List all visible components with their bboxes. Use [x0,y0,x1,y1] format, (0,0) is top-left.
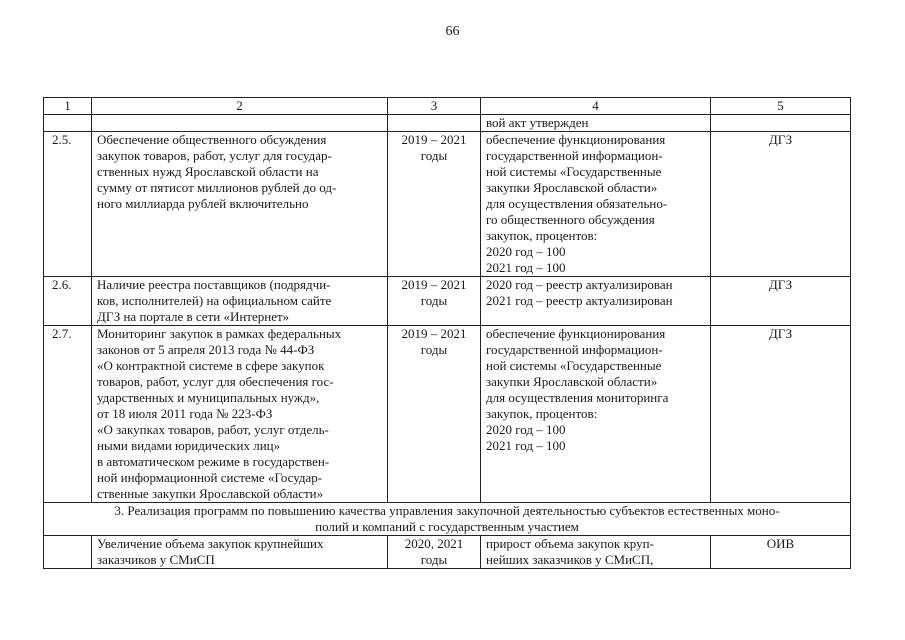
row-activity: Мониторинг закупок в рамках федеральных законов от 5 апреля 2013 года № 44-ФЗ «О контрактной системе в сфере закупок товаров, работ, услуг для обеспечения гос- ударственных и муниципальных нужд», от 18 июля 2011 года № 223-ФЗ «О закупках товаров, работ, услуг отдель- ными видами юридических лиц» в автоматическом режиме в государствен- ной информационной системе «Государ- ственные закупки Ярославской области» [92,326,388,503]
page-number: 66 [445,24,460,39]
section-row [44,503,851,536]
row-result: обеспечение функционирования государственной информацион- ной системы «Государственные закупки Ярославской области» для осуществления обязательно- го общественного обсуждения закупок, процентов: 2020 год – 100 2021 год – 100 [481,132,711,277]
header-row [44,98,851,115]
table-row [44,536,851,569]
row-responsible: ДГЗ [711,277,851,326]
table-row [44,132,851,277]
header-col-1: 1 [44,98,92,115]
row-period: 2019 – 2021 годы [388,132,481,277]
section-title: 3. Реализация программ по повышению качества управления закупочной деятельностью субъектов естественных моно- полий и компаний с государственным участием [44,503,851,536]
row-number: 2.7. [44,326,92,503]
row-responsible: ОИВ [711,536,851,569]
header-col-4: 4 [481,98,711,115]
header-col-3: 3 [388,98,481,115]
row-activity: Увеличение объема закупок крупнейших заказчиков у СМиСП [92,536,388,569]
row-responsible: ДГЗ [711,326,851,503]
plan-table [43,97,851,569]
header-col-5: 5 [711,98,851,115]
row-result: обеспечение функционирования государственной информацион- ной системы «Государственные закупки Ярославской области» для осуществления мониторинга закупок, процентов: 2020 год – 100 2021 год – 100 [481,326,711,503]
row-number [44,536,92,569]
row-activity: Обеспечение общественного обсуждения закупок товаров, работ, услуг для государ- ственных нужд Ярославской области на сумму от пятисот миллионов рублей до од- ного миллиарда рублей включительно [92,132,388,277]
table-row [44,326,851,503]
header-col-2: 2 [92,98,388,115]
row-responsible: ДГЗ [711,132,851,277]
row-number: 2.5. [44,132,92,277]
continuation-row [44,115,851,132]
row-number: 2.6. [44,277,92,326]
row-period: 2019 – 2021 годы [388,277,481,326]
row-activity: Наличие реестра поставщиков (подрядчи- ков, исполнителей) на официальном сайте ДГЗ на портале в сети «Интернет» [92,277,388,326]
continuation-result: вой акт утвержден [481,115,711,132]
row-result: прирост объема закупок круп- нейших заказчиков у СМиСП, [481,536,711,569]
table-row [44,277,851,326]
row-result: 2020 год – реестр актуализирован 2021 год – реестр актуализирован [481,277,711,326]
row-period: 2020, 2021 годы [388,536,481,569]
row-period: 2019 – 2021 годы [388,326,481,503]
